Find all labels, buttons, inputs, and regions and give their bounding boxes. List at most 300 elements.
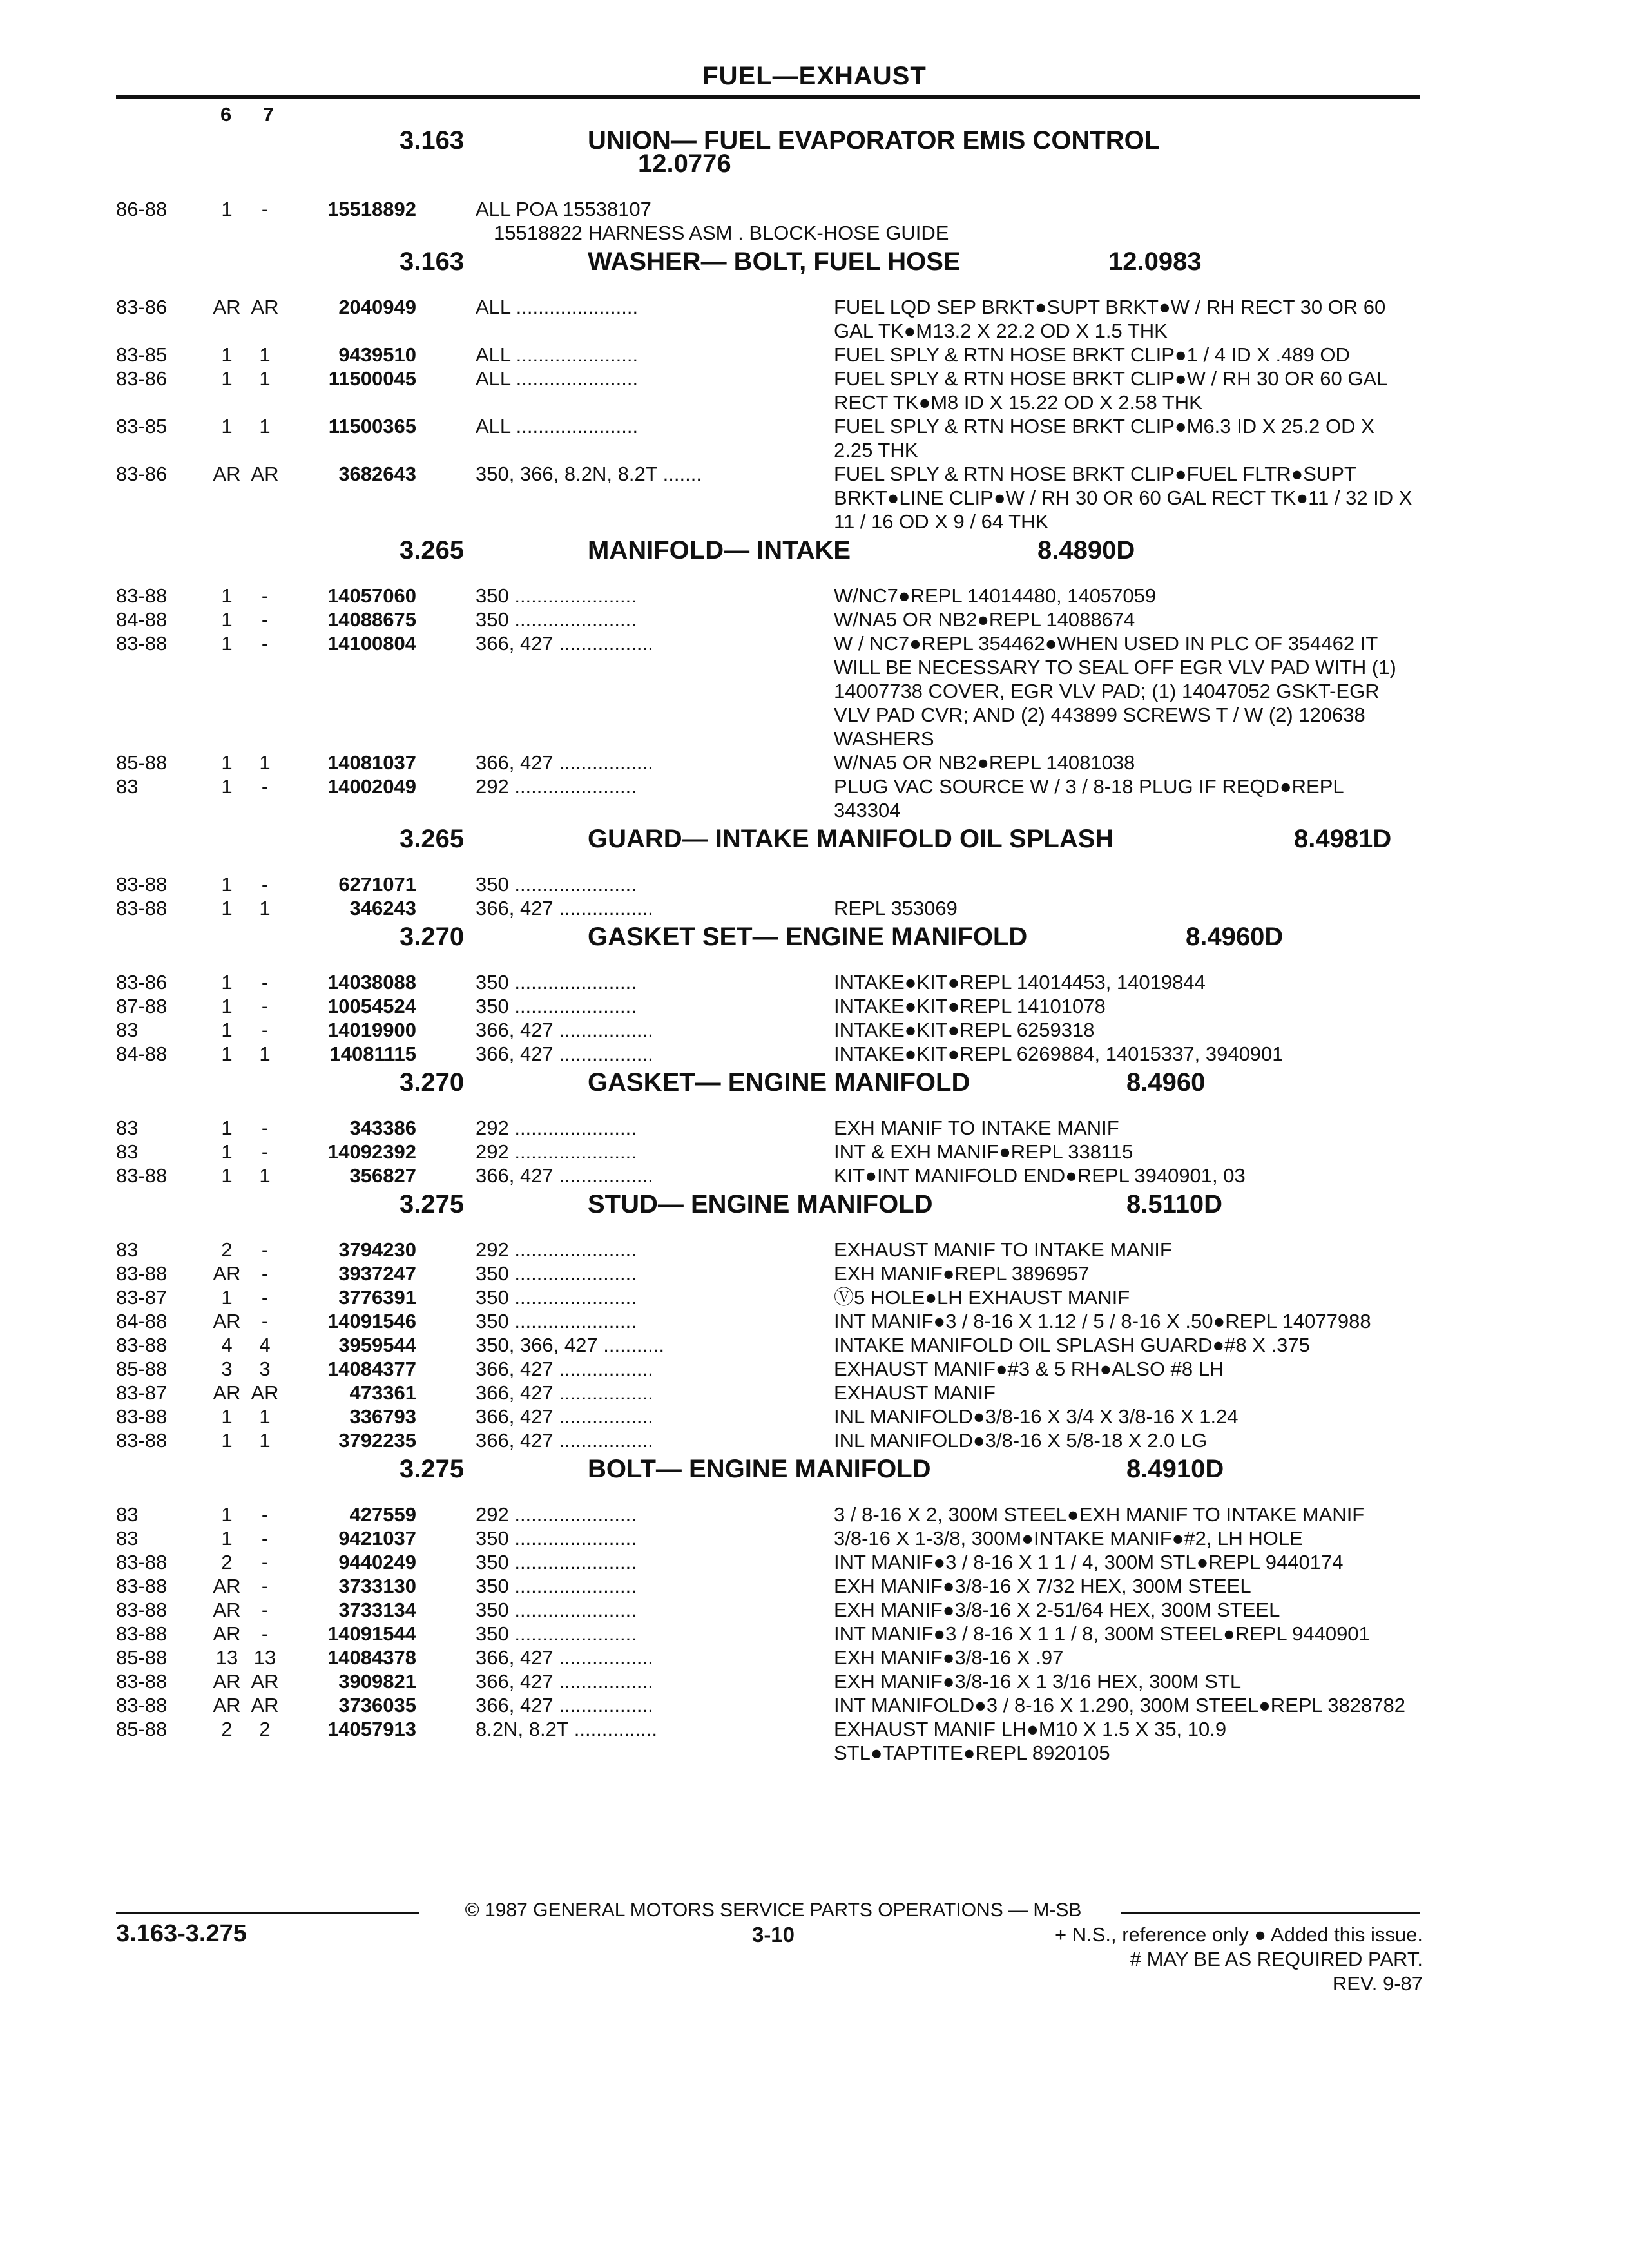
column-headers bbox=[220, 103, 300, 126]
application: ALL ...................... bbox=[476, 367, 639, 390]
application: 8.2N, 8.2T ............... bbox=[476, 1718, 657, 1740]
quantity-col-6: 13 bbox=[215, 1646, 238, 1669]
part-description: W/NA5 OR NB2●REPL 14081038 bbox=[834, 751, 1135, 774]
parts-listing bbox=[0, 126, 1629, 1767]
group-title: GASKET— ENGINE MANIFOLD bbox=[588, 1068, 970, 1097]
column-header-7: 7 bbox=[262, 103, 275, 126]
model-years: 85-88 bbox=[116, 1358, 168, 1380]
footer-notes bbox=[1055, 1923, 1423, 1996]
part-number: 14081037 bbox=[327, 751, 416, 774]
quantity-col-7: - bbox=[261, 995, 269, 1017]
group-title: STUD— ENGINE MANIFOLD bbox=[588, 1190, 933, 1218]
model-years: 83-88 bbox=[116, 1164, 168, 1187]
application: 350 ...................... bbox=[476, 995, 637, 1017]
quantity-col-6: 1 bbox=[221, 584, 233, 607]
model-years: 84-88 bbox=[116, 1310, 168, 1332]
part-row bbox=[0, 1598, 1629, 1622]
part-row bbox=[0, 970, 1629, 994]
part-description: Ⓥ5 HOLE●LH EXHAUST MANIF bbox=[834, 1286, 1130, 1309]
part-row bbox=[0, 1717, 1629, 1765]
part-number: 14057913 bbox=[327, 1718, 416, 1740]
group-heading bbox=[0, 923, 1629, 970]
quantity-col-6: AR bbox=[213, 1575, 241, 1597]
model-years: 83-88 bbox=[116, 584, 168, 607]
part-row bbox=[0, 1693, 1629, 1717]
part-row bbox=[0, 1503, 1629, 1526]
part-row bbox=[0, 584, 1629, 608]
model-years: 83 bbox=[116, 1503, 139, 1526]
part-row bbox=[0, 1622, 1629, 1646]
model-years: 86-88 bbox=[116, 198, 168, 220]
model-years: 83-88 bbox=[116, 1429, 168, 1452]
part-number: 3736035 bbox=[338, 1694, 416, 1716]
quantity-col-7: - bbox=[261, 1622, 269, 1645]
model-years: 83-88 bbox=[116, 1334, 168, 1356]
quantity-col-7: 1 bbox=[259, 897, 271, 919]
part-description: 15518822 HARNESS ASM . BLOCK-HOSE GUIDE bbox=[494, 222, 949, 244]
part-number: 3776391 bbox=[338, 1286, 416, 1309]
group-heading bbox=[0, 126, 1629, 197]
application: 350 ...................... bbox=[476, 971, 637, 994]
part-number: 427559 bbox=[349, 1503, 416, 1526]
group-title: GASKET SET— ENGINE MANIFOLD bbox=[588, 923, 1028, 951]
part-description: W / NC7●REPL 354462●WHEN USED IN PLC OF 354462 IT WILL BE NECESSARY TO SEAL OFF EGR VLV PAD WITH (1) 14007738 COVER, EGR VLV PAD; (1) 14047052 GSKT-EGR VLV PAD CVR; AND (2) 443899 SCREWS T / W (2) 120638 WASHERS bbox=[834, 632, 1396, 750]
application: 366, 427 ................. bbox=[476, 1405, 653, 1428]
application: 366, 427 ................. bbox=[476, 1429, 653, 1452]
part-number: 9421037 bbox=[338, 1527, 416, 1550]
application: ALL ...................... bbox=[476, 415, 639, 437]
part-number: 14100804 bbox=[327, 632, 416, 655]
footer-rule-right bbox=[1121, 1912, 1420, 1914]
quantity-col-7: AR bbox=[251, 463, 279, 485]
group-heading bbox=[0, 247, 1629, 295]
application: ALL POA 15538107 bbox=[476, 198, 651, 220]
quantity-col-6: 1 bbox=[221, 751, 233, 774]
model-years: 87-88 bbox=[116, 995, 168, 1017]
part-number: 6271071 bbox=[338, 873, 416, 896]
quantity-col-7: 1 bbox=[259, 343, 271, 366]
part-description: FUEL SPLY & RTN HOSE BRKT CLIP●M6.3 ID X 25.2 OD X 2.25 THK bbox=[834, 415, 1374, 461]
application: 366, 427 ................. bbox=[476, 1694, 653, 1716]
quantity-col-7: - bbox=[261, 873, 269, 896]
group-code: 8.4981D bbox=[1294, 825, 1392, 853]
model-years: 83-86 bbox=[116, 971, 168, 994]
part-row bbox=[0, 994, 1629, 1018]
quantity-col-6: 1 bbox=[221, 1405, 233, 1428]
part-row bbox=[0, 295, 1629, 343]
application: 350 ...................... bbox=[476, 1527, 637, 1550]
quantity-col-7: - bbox=[261, 584, 269, 607]
quantity-col-6: 1 bbox=[221, 995, 233, 1017]
application: 366, 427 ................. bbox=[476, 1670, 653, 1693]
part-description: INT MANIFOLD●3 / 8-16 X 1.290, 300M STEEL●REPL 3828782 bbox=[834, 1694, 1405, 1716]
quantity-col-6: AR bbox=[213, 296, 241, 318]
part-row bbox=[0, 774, 1629, 822]
quantity-col-7: - bbox=[261, 971, 269, 994]
model-years: 83-85 bbox=[116, 343, 168, 366]
part-number: 14091544 bbox=[327, 1622, 416, 1645]
part-number: 14081115 bbox=[329, 1043, 416, 1065]
part-number: 14092392 bbox=[327, 1140, 416, 1163]
group-title: UNION— FUEL EVAPORATOR EMIS CONTROL bbox=[588, 126, 1161, 155]
page-number: 3-10 bbox=[751, 1923, 795, 1946]
part-number: 3959544 bbox=[338, 1334, 416, 1356]
part-row bbox=[0, 1669, 1629, 1693]
model-years: 83-86 bbox=[116, 463, 168, 485]
part-description: EXH MANIF●3/8-16 X 2-51/64 HEX, 300M STEEL bbox=[834, 1599, 1280, 1621]
part-description: EXH MANIF●3/8-16 X 7/32 HEX, 300M STEEL bbox=[834, 1575, 1251, 1597]
part-row bbox=[0, 197, 1629, 221]
quantity-col-6: AR bbox=[213, 1262, 241, 1285]
quantity-col-6: 1 bbox=[221, 1527, 233, 1550]
model-years: 83-88 bbox=[116, 1551, 168, 1573]
part-number: 11500365 bbox=[328, 415, 416, 437]
group-code: 8.4960 bbox=[1126, 1068, 1206, 1097]
part-description: EXHAUST MANIF LH●M10 X 1.5 X 35, 10.9 STL●TAPTITE●REPL 8920105 bbox=[834, 1718, 1227, 1764]
part-number: 9439510 bbox=[338, 343, 416, 366]
part-row bbox=[0, 1164, 1629, 1187]
part-number: 3909821 bbox=[338, 1670, 416, 1693]
application: 366, 427 ................. bbox=[476, 1019, 653, 1041]
model-years: 83-88 bbox=[116, 1262, 168, 1285]
quantity-col-6: 1 bbox=[221, 1019, 233, 1041]
model-years: 83-88 bbox=[116, 1599, 168, 1621]
part-description: INT MANIF●3 / 8-16 X 1 1 / 4, 300M STL●REPL 9440174 bbox=[834, 1551, 1344, 1573]
part-row bbox=[0, 1357, 1629, 1381]
model-years: 84-88 bbox=[116, 1043, 168, 1065]
model-years: 83-88 bbox=[116, 1405, 168, 1428]
application: 366, 427 ................. bbox=[476, 632, 653, 655]
part-number: 14091546 bbox=[327, 1310, 416, 1332]
application: 292 ...................... bbox=[476, 1117, 637, 1139]
part-number: 14057060 bbox=[327, 584, 416, 607]
quantity-col-6: AR bbox=[213, 1381, 241, 1404]
quantity-col-7: AR bbox=[251, 1670, 279, 1693]
part-row bbox=[0, 367, 1629, 414]
model-years: 83 bbox=[116, 1238, 139, 1261]
quantity-col-7: 2 bbox=[259, 1718, 271, 1740]
part-description: 3/8-16 X 1-3/8, 300M●INTAKE MANIF●#2, LH HOLE bbox=[834, 1527, 1303, 1550]
part-description: FUEL SPLY & RTN HOSE BRKT CLIP●1 / 4 ID X .489 OD bbox=[834, 343, 1350, 366]
part-description: W/NA5 OR NB2●REPL 14088674 bbox=[834, 608, 1135, 631]
group-heading bbox=[0, 1190, 1629, 1238]
quantity-col-7: - bbox=[261, 1238, 269, 1261]
group-title: GUARD— INTAKE MANIFOLD OIL SPLASH bbox=[588, 825, 1114, 853]
part-description bbox=[834, 197, 1414, 221]
footer-range: 3.163-3.275 bbox=[116, 1920, 247, 1947]
quantity-col-7: 4 bbox=[259, 1334, 271, 1356]
part-number: 11500045 bbox=[328, 367, 416, 390]
part-row bbox=[0, 631, 1629, 751]
group-heading bbox=[0, 536, 1629, 584]
quantity-col-6: 1 bbox=[221, 608, 233, 631]
part-description: FUEL SPLY & RTN HOSE BRKT CLIP●W / RH 30 OR 60 GAL RECT TK●M8 ID X 15.22 OD X 2.58 THK bbox=[834, 367, 1387, 414]
quantity-col-6: AR bbox=[213, 1310, 241, 1332]
model-years: 83-87 bbox=[116, 1286, 168, 1309]
application: ALL ...................... bbox=[476, 296, 639, 318]
quantity-col-7: - bbox=[261, 1503, 269, 1526]
application: 350, 366, 8.2N, 8.2T ....... bbox=[476, 463, 702, 485]
quantity-col-6: AR bbox=[213, 1670, 241, 1693]
application: 350 ...................... bbox=[476, 584, 637, 607]
quantity-col-7: 1 bbox=[259, 1429, 271, 1452]
application: 366, 427 ................. bbox=[476, 1043, 653, 1065]
quantity-col-7: - bbox=[261, 1310, 269, 1332]
part-description: INTAKE MANIFOLD OIL SPLASH GUARD●#8 X .375 bbox=[834, 1334, 1310, 1356]
part-row bbox=[0, 1285, 1629, 1309]
part-row bbox=[0, 896, 1629, 920]
part-row bbox=[0, 1116, 1629, 1140]
quantity-col-7: - bbox=[261, 1140, 269, 1163]
group-code: 12.0776 bbox=[638, 149, 731, 178]
model-years: 83 bbox=[116, 1117, 139, 1139]
part-number: 3792235 bbox=[338, 1429, 416, 1452]
model-years: 83-88 bbox=[116, 873, 168, 896]
part-row bbox=[0, 751, 1629, 774]
application: 292 ...................... bbox=[476, 1503, 637, 1526]
part-description: EXHAUST MANIF bbox=[834, 1381, 996, 1404]
application: 366, 427 ................. bbox=[476, 1164, 653, 1187]
quantity-col-6: AR bbox=[213, 1622, 241, 1645]
application: 292 ...................... bbox=[476, 775, 637, 798]
part-row bbox=[0, 1526, 1629, 1550]
group-number: 3.270 bbox=[400, 1068, 465, 1097]
application: 292 ...................... bbox=[476, 1238, 637, 1261]
part-row bbox=[0, 1309, 1629, 1333]
quantity-col-6: 1 bbox=[221, 1503, 233, 1526]
quantity-col-7: 1 bbox=[259, 1405, 271, 1428]
quantity-col-7: 13 bbox=[253, 1646, 276, 1669]
part-number: 356827 bbox=[349, 1164, 416, 1187]
quantity-col-6: 1 bbox=[221, 1429, 233, 1452]
group-spacer bbox=[0, 1765, 1629, 1767]
quantity-col-7: AR bbox=[251, 296, 279, 318]
header-rule bbox=[116, 95, 1420, 99]
group-heading bbox=[0, 1068, 1629, 1116]
part-number: 473361 bbox=[349, 1381, 416, 1404]
quantity-col-6: AR bbox=[213, 1599, 241, 1621]
part-description: EXHAUST MANIF●#3 & 5 RH●ALSO #8 LH bbox=[834, 1358, 1224, 1380]
quantity-col-6: 1 bbox=[221, 1164, 233, 1187]
part-number: 15518892 bbox=[327, 198, 416, 220]
model-years: 83-88 bbox=[116, 1622, 168, 1645]
part-number: 14084378 bbox=[327, 1646, 416, 1669]
part-row bbox=[0, 1428, 1629, 1452]
model-years: 85-88 bbox=[116, 1646, 168, 1669]
quantity-col-6: 1 bbox=[221, 198, 233, 220]
quantity-col-6: 1 bbox=[221, 415, 233, 437]
quantity-col-6: 2 bbox=[221, 1718, 233, 1740]
group-number: 3.163 bbox=[400, 247, 465, 276]
part-description: KIT●INT MANIFOLD END●REPL 3940901, 03 bbox=[834, 1164, 1246, 1187]
application: 350 ...................... bbox=[476, 1286, 637, 1309]
footer-note-required: # MAY BE AS REQUIRED PART. bbox=[1130, 1948, 1423, 1970]
group-title: MANIFOLD— INTAKE bbox=[588, 536, 851, 564]
part-number: 336793 bbox=[349, 1405, 416, 1428]
model-years: 83 bbox=[116, 1527, 139, 1550]
application: 350 ...................... bbox=[476, 1551, 637, 1573]
part-description: REPL 353069 bbox=[834, 897, 958, 919]
group-number: 3.270 bbox=[400, 923, 465, 951]
part-number: 3682643 bbox=[338, 463, 416, 485]
quantity-col-7: - bbox=[261, 1286, 269, 1309]
application: 366, 427 ................. bbox=[476, 897, 653, 919]
model-years: 83-88 bbox=[116, 1694, 168, 1716]
part-number: 14088675 bbox=[327, 608, 416, 631]
group-heading bbox=[0, 1455, 1629, 1503]
model-years: 83-88 bbox=[116, 1670, 168, 1693]
column-header-6: 6 bbox=[220, 103, 232, 126]
part-number: 3733134 bbox=[338, 1599, 416, 1621]
application: 366, 427 ................. bbox=[476, 751, 653, 774]
model-years: 85-88 bbox=[116, 1718, 168, 1740]
part-description: EXHAUST MANIF TO INTAKE MANIF bbox=[834, 1238, 1172, 1261]
quantity-col-6: 1 bbox=[221, 367, 233, 390]
group-code: 12.0983 bbox=[1108, 247, 1202, 276]
quantity-col-7: 1 bbox=[259, 367, 271, 390]
quantity-col-7: - bbox=[261, 608, 269, 631]
part-description: INTAKE●KIT●REPL 14014453, 14019844 bbox=[834, 971, 1206, 994]
part-description: EXH MANIF TO INTAKE MANIF bbox=[834, 1117, 1119, 1139]
application: 350 ...................... bbox=[476, 1622, 637, 1645]
application: 350, 366, 427 ........... bbox=[476, 1334, 664, 1356]
quantity-col-6: 3 bbox=[221, 1358, 233, 1380]
part-row bbox=[0, 1140, 1629, 1164]
quantity-col-6: 4 bbox=[221, 1334, 233, 1356]
part-description: EXH MANIF●3/8-16 X 1 3/16 HEX, 300M STL bbox=[834, 1670, 1242, 1693]
quantity-col-6: 1 bbox=[221, 873, 233, 896]
quantity-col-7: - bbox=[261, 632, 269, 655]
quantity-col-7: - bbox=[261, 1262, 269, 1285]
group-number: 3.275 bbox=[400, 1455, 465, 1483]
group-title: WASHER— BOLT, FUEL HOSE bbox=[588, 247, 961, 276]
part-description: INTAKE●KIT●REPL 6259318 bbox=[834, 1019, 1095, 1041]
quantity-col-6: AR bbox=[213, 1694, 241, 1716]
model-years: 83-88 bbox=[116, 1575, 168, 1597]
quantity-col-6: 2 bbox=[221, 1551, 233, 1573]
application: 350 ...................... bbox=[476, 1599, 637, 1621]
part-row bbox=[0, 1042, 1629, 1066]
part-number: 3794230 bbox=[338, 1238, 416, 1261]
quantity-col-7: AR bbox=[251, 1694, 279, 1716]
footer-note-revision: REV. 9-87 bbox=[1332, 1972, 1423, 1995]
part-row bbox=[0, 1646, 1629, 1669]
model-years: 85-88 bbox=[116, 751, 168, 774]
part-row bbox=[0, 1262, 1629, 1285]
part-row bbox=[0, 1381, 1629, 1405]
application: 366, 427 ................. bbox=[476, 1646, 653, 1669]
part-number: 14019900 bbox=[327, 1019, 416, 1041]
quantity-col-6: 1 bbox=[221, 897, 233, 919]
group-code: 8.5110D bbox=[1126, 1190, 1223, 1218]
part-number: 2040949 bbox=[338, 296, 416, 318]
application: 366, 427 ................. bbox=[476, 1381, 653, 1404]
application: 292 ...................... bbox=[476, 1140, 637, 1163]
part-number: 3733130 bbox=[338, 1575, 416, 1597]
part-description: INL MANIFOLD●3/8-16 X 3/4 X 3/8-16 X 1.24 bbox=[834, 1405, 1239, 1428]
part-row bbox=[0, 1574, 1629, 1598]
part-row bbox=[0, 1333, 1629, 1357]
quantity-col-6: 1 bbox=[221, 1043, 233, 1065]
quantity-col-7: 1 bbox=[259, 1043, 271, 1065]
part-number: 14084377 bbox=[327, 1358, 416, 1380]
quantity-col-7: - bbox=[261, 1019, 269, 1041]
application: 350 ...................... bbox=[476, 873, 637, 896]
part-row bbox=[0, 343, 1629, 367]
group-title: BOLT— ENGINE MANIFOLD bbox=[588, 1455, 931, 1483]
quantity-col-7: 1 bbox=[259, 751, 271, 774]
model-years: 83 bbox=[116, 1019, 139, 1041]
model-years: 84-88 bbox=[116, 608, 168, 631]
part-row bbox=[0, 1018, 1629, 1042]
quantity-col-7: - bbox=[261, 198, 269, 220]
quantity-col-7: - bbox=[261, 1551, 269, 1573]
part-description: INT & EXH MANIF●REPL 338115 bbox=[834, 1140, 1133, 1163]
page-title: FUEL—EXHAUST bbox=[702, 62, 927, 90]
part-number: 14038088 bbox=[327, 971, 416, 994]
model-years: 83-86 bbox=[116, 367, 168, 390]
part-description: FUEL SPLY & RTN HOSE BRKT CLIP●FUEL FLTR●SUPT BRKT●LINE CLIP●W / RH 30 OR 60 GAL RECT TK●11 / 32 ID X 11 / 16 OD X 9 / 64 THK bbox=[834, 463, 1412, 533]
quantity-col-7: - bbox=[261, 1117, 269, 1139]
part-row bbox=[0, 414, 1629, 462]
quantity-col-7: 1 bbox=[259, 1164, 271, 1187]
application: ALL ...................... bbox=[476, 343, 639, 366]
quantity-col-7: 3 bbox=[259, 1358, 271, 1380]
application: 366, 427 ................. bbox=[476, 1358, 653, 1380]
footer-note-legend: + N.S., reference only ● Added this issue. bbox=[1054, 1923, 1423, 1946]
part-description: EXH MANIF●REPL 3896957 bbox=[834, 1262, 1090, 1285]
quantity-col-7: - bbox=[261, 1575, 269, 1597]
application: 350 ...................... bbox=[476, 1262, 637, 1285]
part-row bbox=[0, 872, 1629, 896]
part-number: 343386 bbox=[349, 1117, 416, 1139]
model-years: 83-87 bbox=[116, 1381, 168, 1404]
part-number: 3937247 bbox=[338, 1262, 416, 1285]
application: 350 ...................... bbox=[476, 1310, 637, 1332]
part-number: 9440249 bbox=[338, 1551, 416, 1573]
quantity-col-6: 1 bbox=[221, 1286, 233, 1309]
quantity-col-7: AR bbox=[251, 1381, 279, 1404]
part-description: EXH MANIF●3/8-16 X .97 bbox=[834, 1646, 1064, 1669]
model-years: 83-86 bbox=[116, 296, 168, 318]
quantity-col-6: 1 bbox=[221, 632, 233, 655]
quantity-col-7: - bbox=[261, 775, 269, 798]
quantity-col-6: 1 bbox=[221, 1140, 233, 1163]
part-description: W/NC7●REPL 14014480, 14057059 bbox=[834, 584, 1157, 607]
part-number: 10054524 bbox=[327, 995, 416, 1017]
quantity-col-7: - bbox=[261, 1599, 269, 1621]
part-number: 14002049 bbox=[327, 775, 416, 798]
model-years: 83-88 bbox=[116, 897, 168, 919]
part-description bbox=[834, 872, 1414, 896]
group-number: 3.275 bbox=[400, 1190, 465, 1218]
quantity-col-6: 1 bbox=[221, 343, 233, 366]
group-code: 8.4910D bbox=[1126, 1455, 1224, 1483]
quantity-col-7: 1 bbox=[259, 415, 271, 437]
quantity-col-6: 2 bbox=[221, 1238, 233, 1261]
footer-copyright: © 1987 GENERAL MOTORS SERVICE PARTS OPERATIONS — M-SB bbox=[465, 1899, 1082, 1921]
group-heading bbox=[0, 825, 1629, 872]
model-years: 83-88 bbox=[116, 632, 168, 655]
part-row bbox=[0, 462, 1629, 533]
quantity-col-6: 1 bbox=[221, 775, 233, 798]
model-years: 83 bbox=[116, 775, 139, 798]
model-years: 83 bbox=[116, 1140, 139, 1163]
part-description: PLUG VAC SOURCE W / 3 / 8-18 PLUG IF REQD●REPL 343304 bbox=[834, 775, 1344, 822]
part-description: INT MANIF●3 / 8-16 X 1 1 / 8, 300M STEEL●REPL 9440901 bbox=[834, 1622, 1370, 1645]
part-description: INTAKE●KIT●REPL 6269884, 14015337, 3940901 bbox=[834, 1043, 1284, 1065]
part-number: 346243 bbox=[349, 897, 416, 919]
